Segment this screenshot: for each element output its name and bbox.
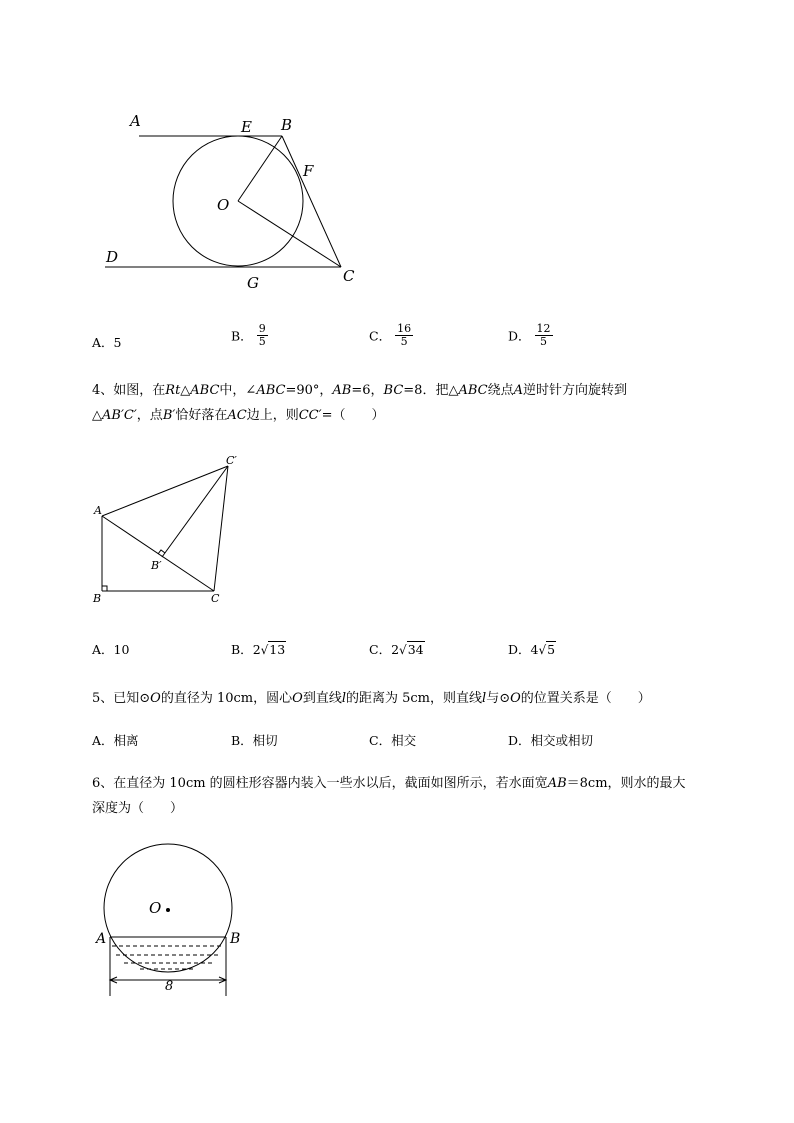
radical-sign: √ (399, 643, 407, 657)
label-b: B (93, 592, 102, 605)
q4-option-b[interactable]: B．2√13 (231, 642, 286, 657)
segment-bc (282, 136, 341, 267)
q5-option-d[interactable]: D．相交或相切 (508, 733, 594, 748)
fraction: $\frac{16}{5}$ (397, 322, 412, 348)
q3-option-c[interactable]: C． $\frac{16}{5}$ (369, 322, 412, 348)
label-g: G (247, 274, 259, 292)
segment-oc (238, 201, 341, 267)
figure-q4-rotated-triangle (88, 450, 248, 610)
q5-option-c[interactable]: C．相交 (369, 733, 417, 748)
q5-option-b[interactable]: B．相切 (231, 733, 278, 748)
radical-sign: √ (538, 643, 547, 657)
label-d: D (106, 248, 119, 266)
q6-text-line1: 6、在直径为 10cm 的圆柱形容器内装入一些水以后，截面如图所示，若水面宽AB＝8cm，则水的最大 (92, 776, 686, 791)
segment-b2c2 (162, 466, 228, 557)
q4-text-line1: 4、如图，在Rt△ABC中，∠ABC=90°，AB=6，BC=8．把△ABC绕点A逆时针方向旋转到 (92, 383, 628, 398)
label-o: O (217, 196, 230, 214)
q5-option-a[interactable]: A．相离 (92, 733, 139, 748)
label-o: O (149, 899, 162, 917)
label-e: E (241, 118, 252, 136)
dimension-label-8: 8 (165, 979, 174, 994)
label-c: C (343, 267, 355, 285)
figure-q6-cylinder-cross-section (90, 838, 250, 1003)
q4-option-c[interactable]: C．2√34 (369, 642, 424, 657)
label-a: A (94, 504, 102, 517)
q3-option-b[interactable]: B． $\frac{9}{5}$ (231, 322, 266, 348)
label-f: F (303, 162, 314, 180)
label-c: C (211, 592, 220, 605)
label-a: A (96, 931, 107, 947)
q6-text-line2: 深度为（ ） (92, 801, 184, 816)
q4-text-line2: △AB′C′，点B′恰好落在AC边上，则CC′=（ ） (92, 408, 385, 423)
q5-text: 5、已知⊙O的直径为 10cm，圆心O到直线l的距离为 5cm，则直线l与⊙O的位置关系是（ ） (92, 691, 651, 706)
fraction: $\frac{9}{5}$ (258, 322, 266, 348)
center-dot (166, 908, 170, 912)
figure-q3-circle-tangents (95, 110, 375, 295)
right-angle-b2 (158, 550, 165, 554)
radical-sign: √ (260, 643, 269, 657)
label-b: B (230, 931, 241, 947)
label-b: B (281, 116, 293, 134)
segment-ac2 (102, 466, 228, 516)
q3-option-a[interactable]: A．5 (92, 335, 122, 350)
segment-ob (238, 136, 282, 201)
label-b-prime: B′ (151, 559, 162, 572)
segment-c2c (214, 466, 228, 591)
q3-option-d[interactable]: D． $\frac{12}{5}$ (508, 322, 551, 348)
label-a: A (130, 112, 141, 130)
right-angle-b (102, 586, 107, 591)
fraction: $\frac{12}{5}$ (536, 322, 551, 348)
label-c-prime: C′ (226, 454, 237, 467)
q4-option-d[interactable]: D．4√5 (508, 642, 556, 657)
q4-option-a[interactable]: A．10 (92, 642, 130, 657)
